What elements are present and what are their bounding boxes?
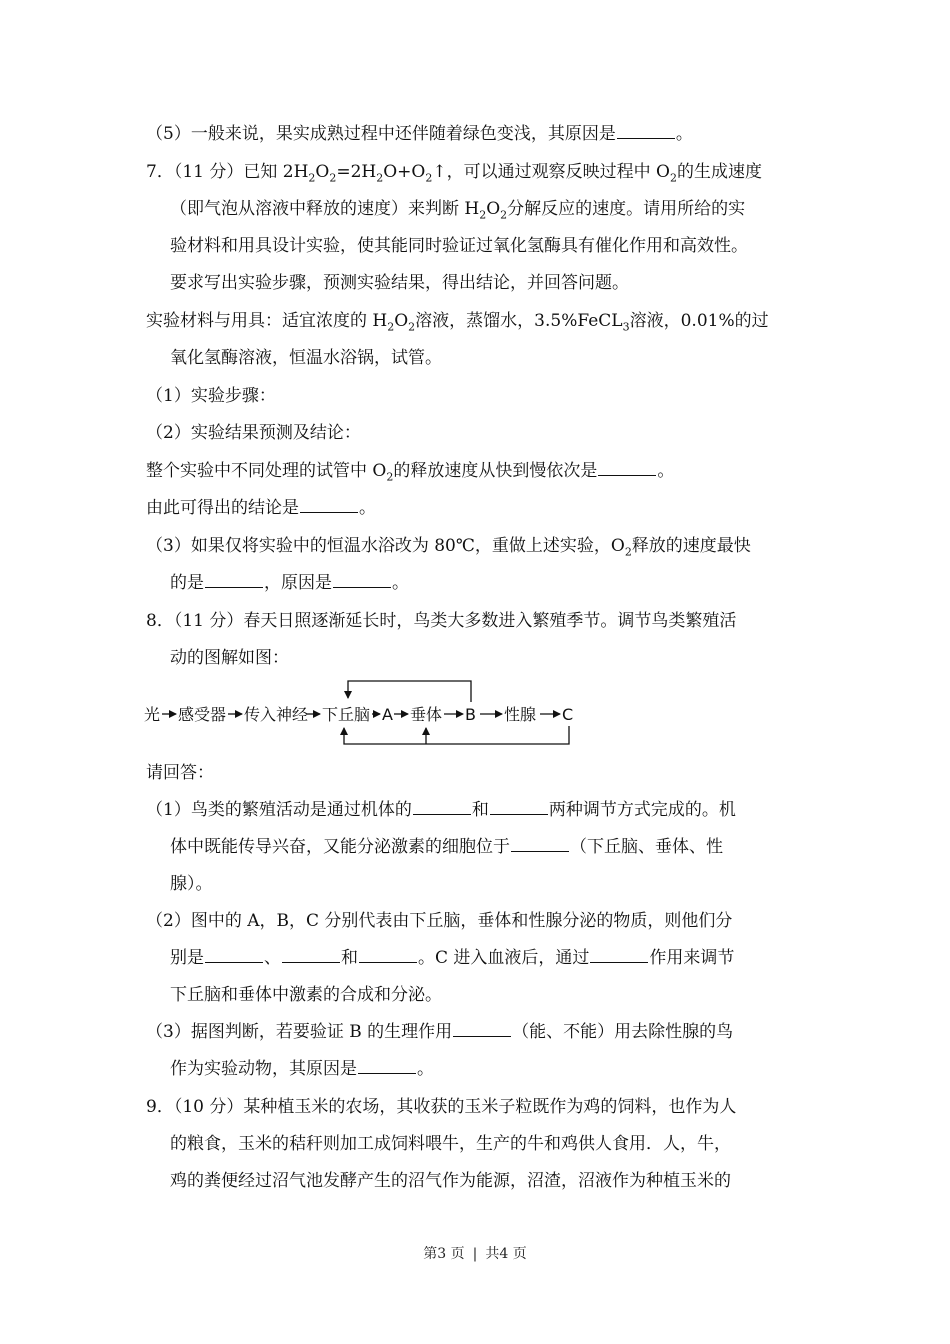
feedback-arrow-C xyxy=(344,726,569,744)
node-light: 光 xyxy=(144,705,161,724)
answer-blank[interactable] xyxy=(282,946,340,963)
answer-blank[interactable] xyxy=(511,835,569,852)
q9-stem-line2: 的粮食，玉米的秸秆则加工成饲料喂牛，生产的牛和鸡供人食用．人，牛， xyxy=(170,1134,731,1154)
q8-part2-line2: 别是 、 和 。C 进入血液后，通过 作用来调节 xyxy=(170,948,735,968)
q7-part3-line2: 的是 ，原因是 。 xyxy=(170,573,409,593)
answer-blank[interactable] xyxy=(413,798,471,815)
q7-part2-line-b: 由此可得出的结论是 。 xyxy=(146,498,376,518)
answer-blank[interactable] xyxy=(358,1057,416,1074)
q8-stem-line2: 动的图解如图： xyxy=(170,648,289,668)
node-B: B xyxy=(465,705,476,724)
footer-separator: | xyxy=(472,1246,478,1262)
q7-materials-line2: 氧化氢酶溶液，恒温水浴锅，试管。 xyxy=(170,348,442,368)
question-score: （11 分） xyxy=(173,611,244,631)
question-number: 8． xyxy=(146,611,174,631)
q8-part1-line1: （1）鸟类的繁殖活动是通过机体的 和 两种调节方式完成的。机 xyxy=(146,800,736,820)
q8-stem-line1: 8．（11 分）春天日照逐渐延长时，鸟类大多数进入繁殖季节。调节鸟类繁殖活 xyxy=(146,611,737,631)
answer-blank[interactable] xyxy=(359,946,417,963)
question-number: 9． xyxy=(146,1097,174,1117)
q8-part1-line2: 体中既能传导兴奋，又能分泌激素的细胞位于 （下丘脑、垂体、性 xyxy=(170,837,723,857)
node-C: C xyxy=(562,705,574,724)
answer-blank[interactable] xyxy=(490,798,548,815)
q7-stem-line4: 要求写出实验步骤，预测实验结果，得出结论，并回答问题。 xyxy=(170,273,629,293)
node-A: A xyxy=(382,705,393,724)
q8-part3-line2: 作为实验动物，其原因是 。 xyxy=(170,1059,434,1079)
page-total: 共4 页 xyxy=(485,1246,527,1262)
q8-part2-line1: （2）图中的 A，B，C 分别代表由下丘脑，垂体和性腺分泌的物质，则他们分 xyxy=(146,911,733,931)
node-pituitary: 垂体 xyxy=(410,705,443,724)
q7-part3-line1: （3）如果仅将实验中的恒温水浴改为 80℃，重做上述实验，$O_2$释放的速度最快 xyxy=(146,536,751,559)
answer-blank[interactable] xyxy=(590,946,648,963)
q7-part2-line-a: 整个实验中不同处理的试管中 $O_2$的释放速度从快到慢依次是 。 xyxy=(146,461,675,484)
answer-blank[interactable] xyxy=(333,571,391,588)
feedback-arrow-B xyxy=(348,681,471,702)
answer-blank[interactable] xyxy=(205,571,263,588)
question-number: 7． xyxy=(146,162,174,182)
node-receptor: 感受器 xyxy=(178,705,227,724)
question-score: （11 分） xyxy=(173,162,244,182)
q7-materials-line1: 实验材料与用具：适宜浓度的 $H_2O_2$溶液，蒸馏水，3.5%FeCL$_3$溶液，0.01%的过 xyxy=(146,311,769,334)
answer-blank[interactable] xyxy=(205,946,263,963)
q9-stem-line3: 鸡的粪便经过沼气池发酵产生的沼气作为能源，沼渣，沼液作为种植玉米的 xyxy=(170,1171,731,1191)
q8-ask: 请回答： xyxy=(146,763,214,783)
node-afferent-nerve: 传入神经 xyxy=(244,705,309,724)
node-gonad: 性腺 xyxy=(504,705,537,724)
page-number: 第3 页 xyxy=(423,1246,465,1262)
answer-blank[interactable] xyxy=(453,1020,511,1037)
page-footer xyxy=(0,1243,950,1263)
q7-part2: （2）实验结果预测及结论： xyxy=(146,423,361,443)
q8-part3-line1: （3）据图判断，若要验证 B 的生理作用 （能、不能）用去除性腺的鸟 xyxy=(146,1022,734,1042)
question-score: （10 分） xyxy=(173,1097,244,1117)
answer-blank[interactable] xyxy=(598,459,656,476)
hormone-regulation-diagram xyxy=(140,676,590,752)
q8-part1-line3: 腺）。 xyxy=(170,874,213,894)
q7-part1: （1）实验步骤： xyxy=(146,386,276,406)
q7-stem-line2: （即气泡从溶液中释放的速度）来判断 $H_2O_2$分解反应的速度。请用所给的实 xyxy=(170,199,746,222)
q9-stem-line1: 9．（10 分）某种植玉米的农场，其收获的玉米子粒既作为鸡的饲料，也作为人 xyxy=(146,1097,737,1117)
q8-part2-line3: 下丘脑和垂体中激素的合成和分泌。 xyxy=(170,985,442,1005)
node-hypothalamus: 下丘脑 xyxy=(322,705,371,724)
q7-stem-line3: 验材料和用具设计实验，使其能同时验证过氧化氢酶具有催化作用和高效性。 xyxy=(170,236,748,256)
q6-part5: （5）一般来说，果实成熟过程中还伴随着绿色变浅，其原因是 。 xyxy=(146,124,693,144)
answer-blank[interactable] xyxy=(300,496,358,513)
answer-blank[interactable] xyxy=(617,122,675,139)
q7-stem-line1: 7．（11 分）已知 $2H_2O_2=2H_2O+O_2↑$，可以通过观察反映过程中 $O_2$的生成速度 xyxy=(146,162,762,185)
